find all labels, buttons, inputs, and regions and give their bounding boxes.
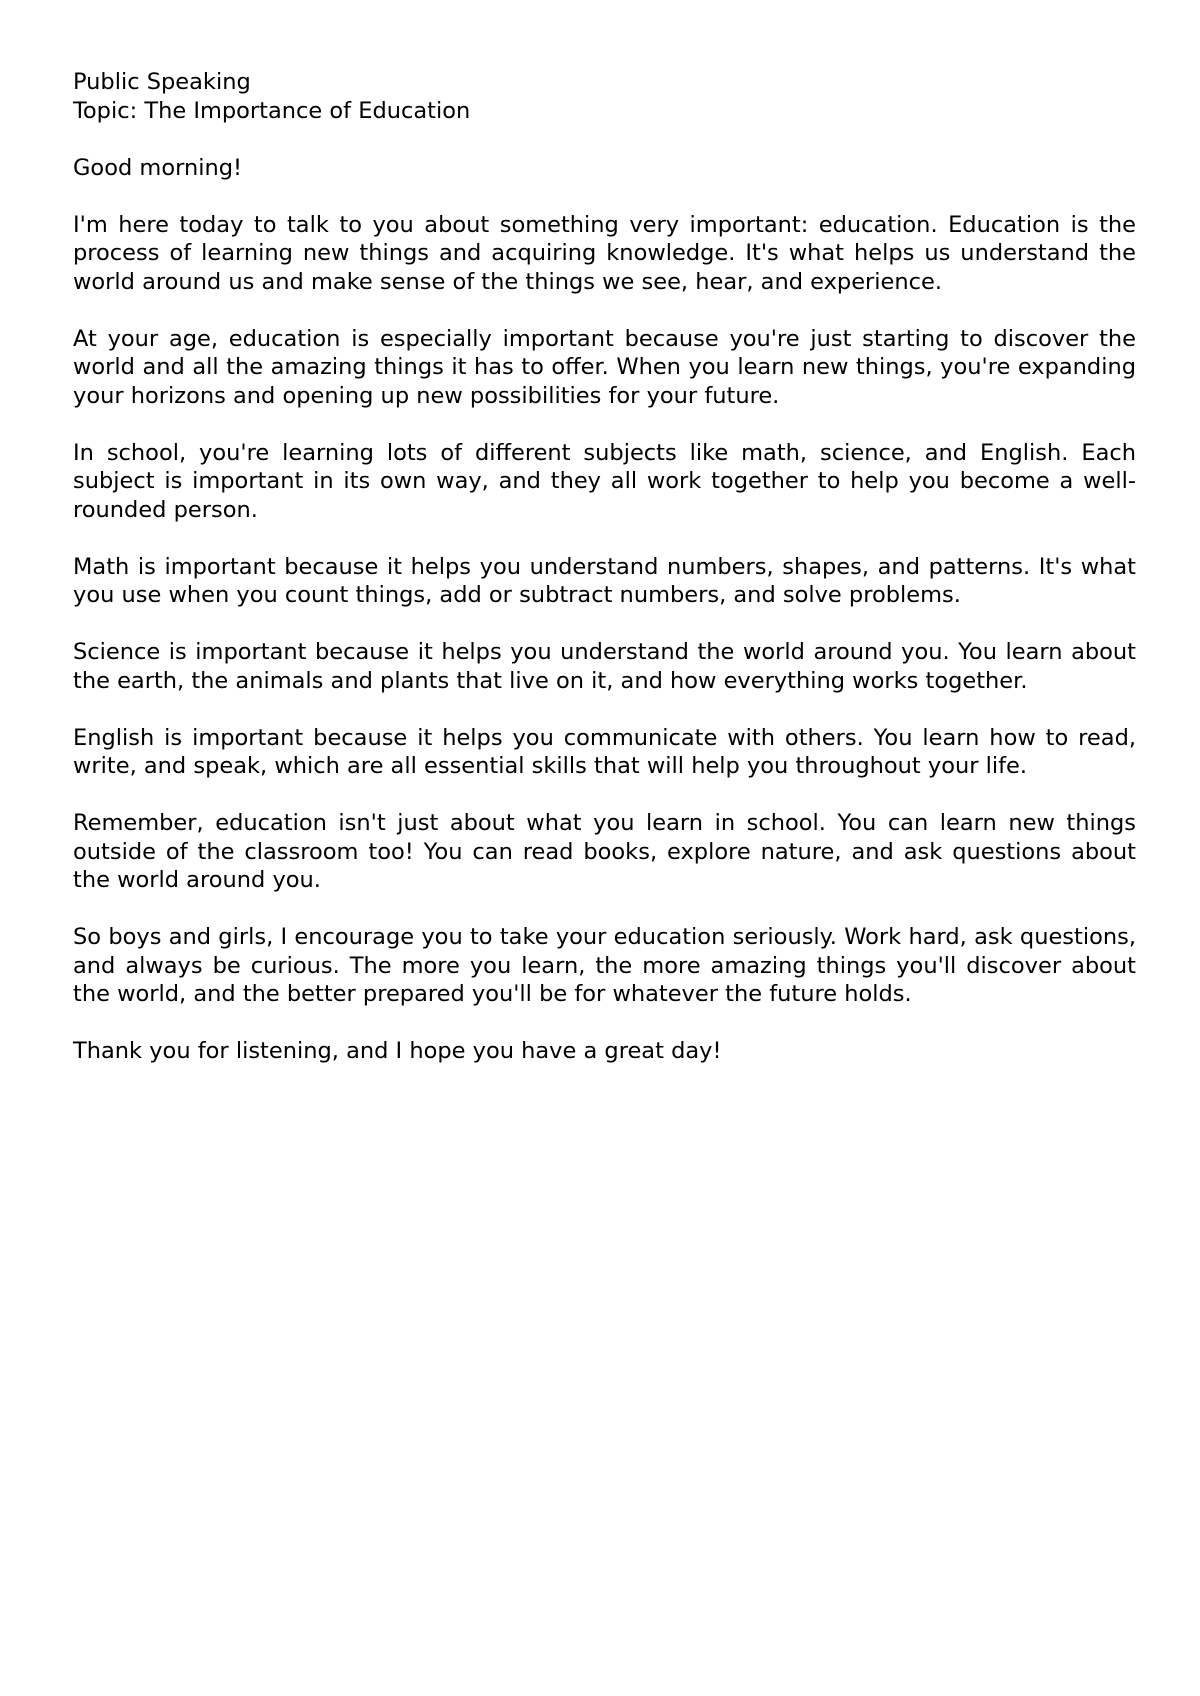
document-heading: Public Speaking [73,69,251,95]
spacer [73,695,1136,724]
paragraph-closing: Thank you for listening, and I hope you have a great day! [73,1038,722,1064]
document-topic: Topic: The Importance of Education [73,97,471,124]
paragraph-school-subjects: In school, you're learning lots of different subjects like math, science, and English. Each subject is important in its own way, and they all work together to help you become a well-rounded person. [73,439,1136,523]
spacer [73,125,1136,154]
spacer [73,895,1136,924]
spacer [73,410,1136,439]
greeting: Good morning! [73,154,243,181]
paragraph-encouragement: So boys and girls, I encourage you to take your education seriously. Work hard, ask questions, and always be curious. The more you learn, the more amazing things you'll discover about the world, and the better prepared you'll be for whatever the future holds. [73,924,1136,1007]
spacer [73,610,1136,639]
paragraph-math: Math is important because it helps you understand numbers, shapes, and patterns. It's what you use when you count things, add or subtract numbers, and solve problems. [73,553,1136,608]
spacer [73,524,1136,553]
paragraph-outside-school: Remember, education isn't just about what you learn in school. You can learn new things outside of the classroom too! You can read books, explore nature, and ask questions about the world around you. [73,810,1136,893]
document-page [73,68,1136,1066]
paragraph-education-intro: I'm here today to talk to you about something very important: education. Education is the process of learning new things and acquiring knowledge. It's what helps us understand the world around us and make sense of the things we see, hear, and experience. [73,211,1136,295]
paragraph-science: Science is important because it helps you understand the world around you. You learn about the earth, the animals and plants that live on it, and how everything works together. [73,639,1136,694]
spacer [73,781,1136,810]
paragraph-english: English is important because it helps you communicate with others. You learn how to read, write, and speak, which are all essential skills that will help you throughout your life. [73,724,1136,779]
spacer [73,182,1136,211]
spacer [73,1009,1136,1038]
spacer [73,296,1136,325]
paragraph-your-age: At your age, education is especially important because you're just starting to discover the world and all the amazing things it has to offer. When you learn new things, you're expanding your horizons and opening up new possibilities for your future. [73,325,1136,409]
